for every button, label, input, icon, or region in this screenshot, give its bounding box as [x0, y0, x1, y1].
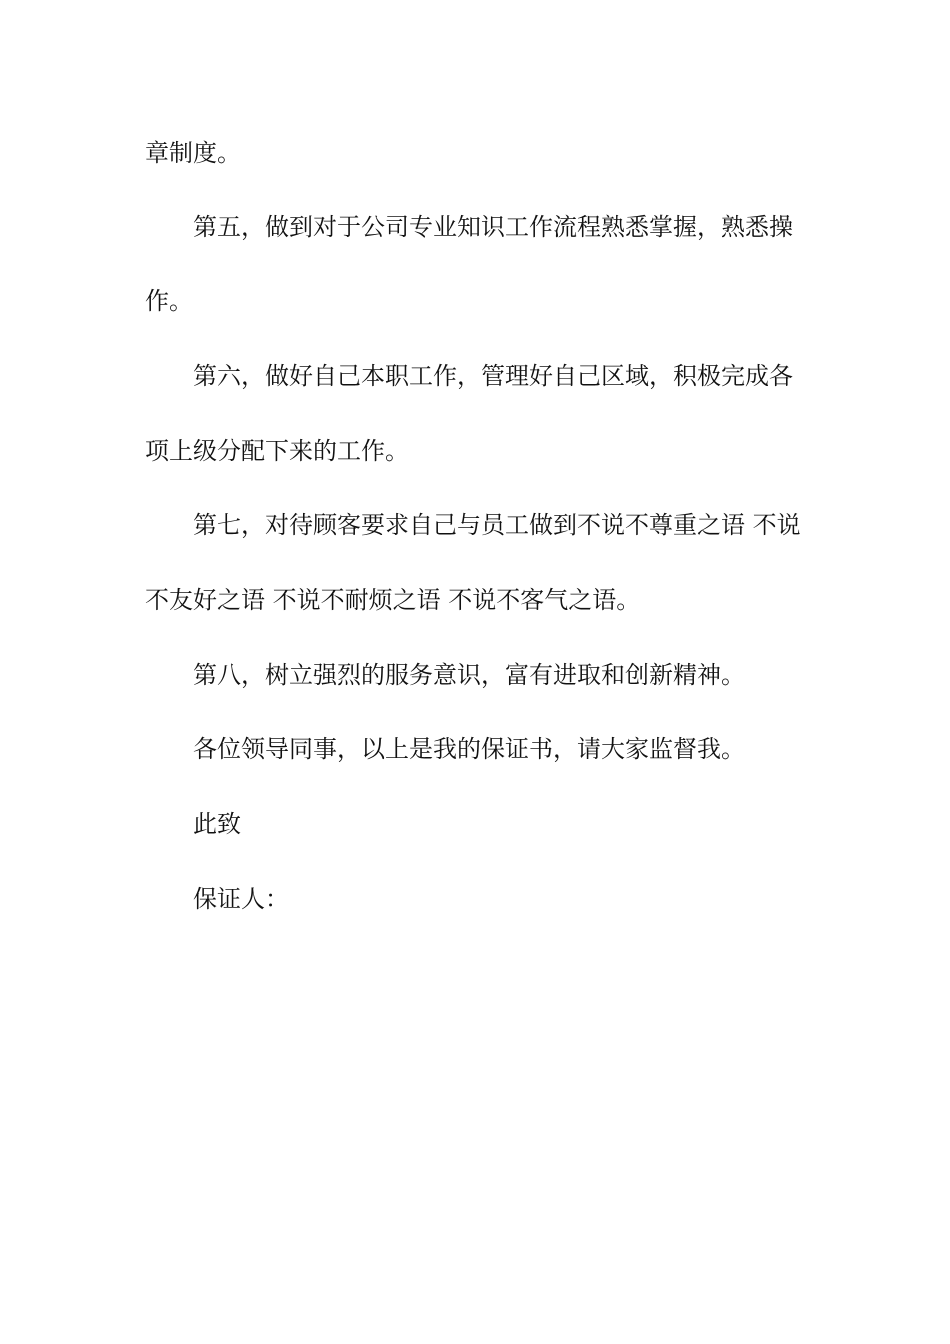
text-line-continuation-rules: 章制度。	[145, 139, 241, 167]
text-line-item-seven-continued: 不友好之语 不说不耐烦之语 不说不客气之语。	[145, 586, 641, 614]
text-line-item-eight: 第八，树立强烈的服务意识，富有进取和创新精神。	[193, 661, 745, 689]
text-line-item-five-continued: 作。	[145, 287, 193, 315]
text-line-item-five: 第五，做到对于公司专业知识工作流程熟悉掌握，熟悉操	[193, 213, 793, 241]
text-line-closing-statement: 各位领导同事，以上是我的保证书，请大家监督我。	[193, 735, 745, 763]
text-line-item-seven: 第七，对待顾客要求自己与员工做到不说不尊重之语 不说	[193, 511, 801, 539]
text-line-guarantor-label: 保证人：	[193, 885, 289, 913]
text-line-salutation: 此致	[193, 810, 241, 838]
text-line-item-six: 第六，做好自己本职工作，管理好自己区域，积极完成各	[193, 362, 793, 390]
text-line-item-six-continued: 项上级分配下来的工作。	[145, 437, 409, 465]
